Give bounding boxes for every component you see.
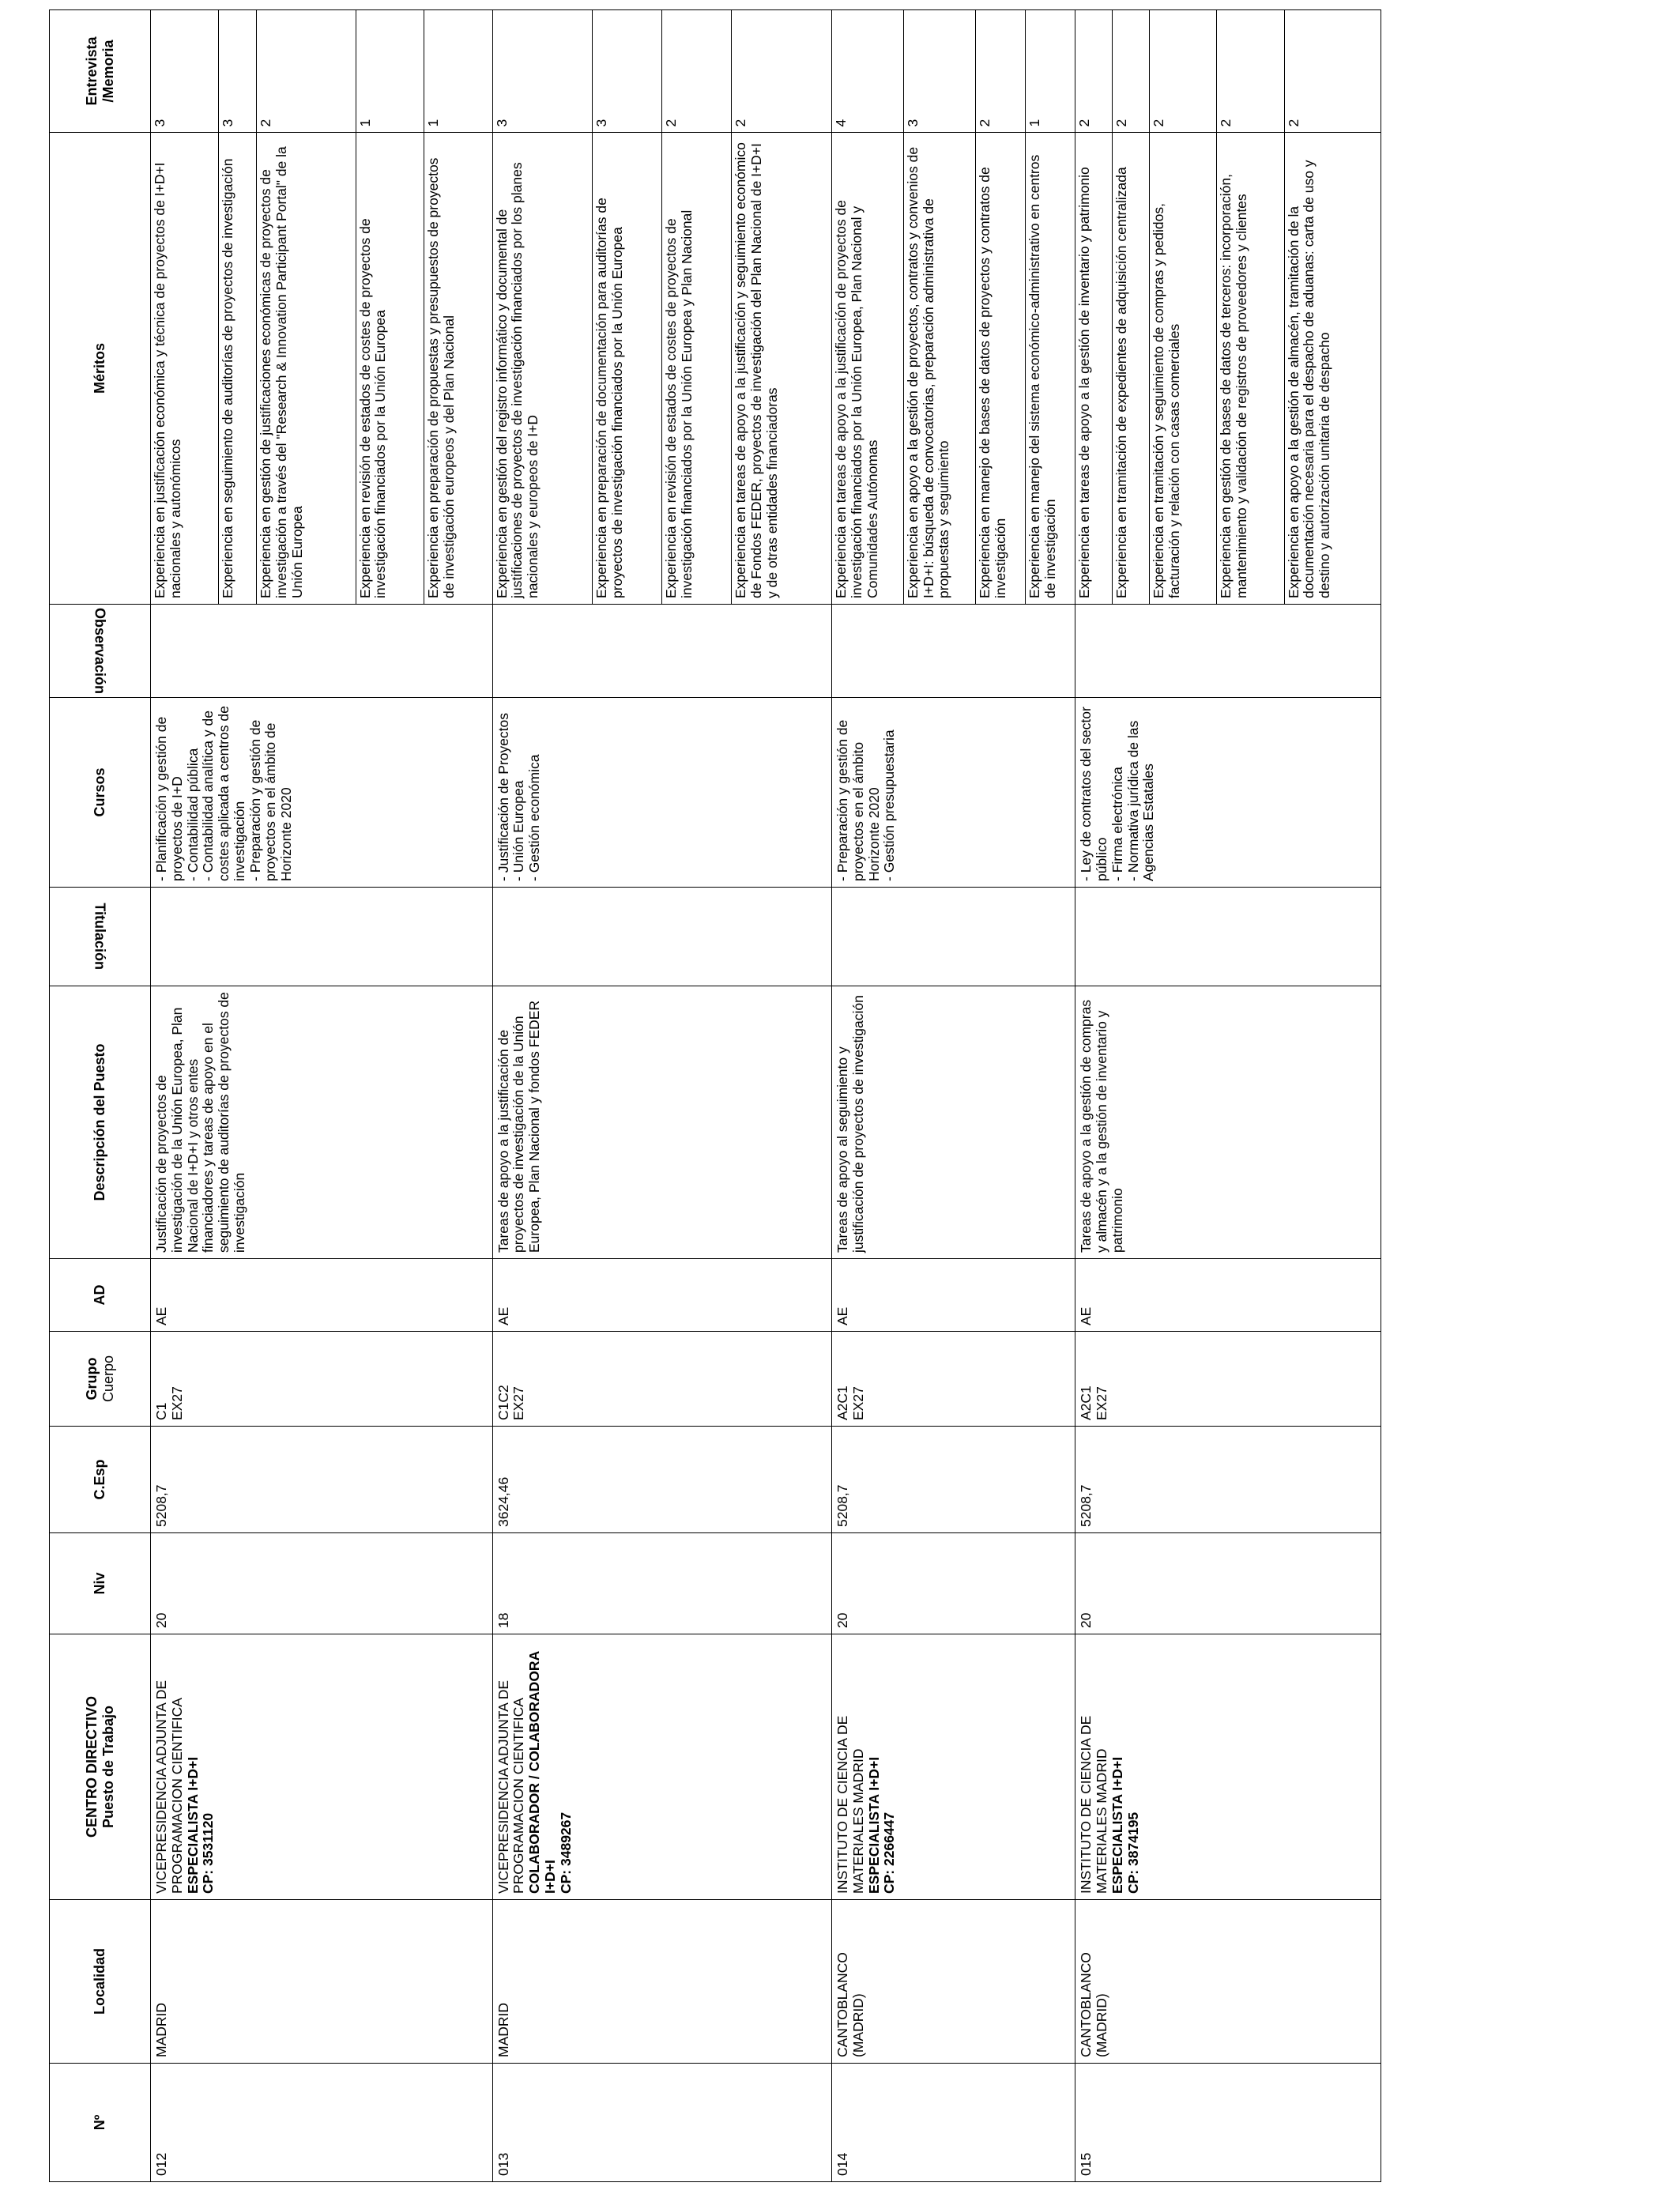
row-localidad-text: MADRID bbox=[153, 2002, 169, 2057]
row-grupo bbox=[1075, 1332, 1381, 1427]
row-descripcion bbox=[492, 986, 831, 1259]
merito-text: Experiencia en preparación de documentación para auditorías de proyectos de investigación financiados por la Unión Europea bbox=[593, 133, 662, 604]
row-niv-text: 20 bbox=[153, 1612, 169, 1628]
row-titulacion-text bbox=[832, 888, 838, 986]
row-num bbox=[151, 2064, 493, 2182]
row-num bbox=[1075, 2064, 1381, 2182]
row-num-text: 014 bbox=[834, 2152, 850, 2176]
row-entrevista-text bbox=[832, 0, 838, 9]
row-observacion bbox=[1075, 605, 1381, 698]
header-entrevista-line1: Entrevista bbox=[84, 36, 100, 106]
row-titulacion bbox=[151, 888, 493, 986]
row-observacion-text bbox=[493, 605, 499, 697]
merito-points: 2 bbox=[976, 10, 1026, 133]
row-grupo-text: C1C2 bbox=[495, 1385, 511, 1420]
row-cursos-list bbox=[832, 698, 901, 887]
row-centro bbox=[1075, 1634, 1381, 1900]
row-cuerpo-text: EX27 bbox=[168, 1386, 185, 1420]
header-meritos: Méritos bbox=[50, 133, 151, 605]
header-cuerpo-label: Cuerpo bbox=[100, 1355, 116, 1403]
row-centro-text: VICEPRESIDENCIA ADJUNTA DE PROGRAMACION CIENTIFICA bbox=[495, 1679, 527, 1894]
row-num-text: 013 bbox=[495, 2152, 511, 2176]
row-puesto-text: ESPECIALISTA I+D+I bbox=[865, 1756, 882, 1894]
merito-row bbox=[257, 10, 356, 604]
row-observacion bbox=[831, 605, 1075, 698]
row-cesp-text: 5208,7 bbox=[834, 1484, 850, 1527]
course-item: - Preparación y gestión de proyectos en el ámbito Horizonte 2020 bbox=[834, 719, 882, 881]
merito-text: Experiencia en apoyo a la gestión de almacén, tramitación de la documentación necesaria para el despacho de aduanas: carta de uso y destino y autorización unitaria de despacho bbox=[1285, 160, 1333, 598]
header-centro-line2: Puesto de Trabajo bbox=[100, 1705, 116, 1829]
merito-points: 1 bbox=[424, 10, 492, 133]
merito-row bbox=[1284, 10, 1381, 604]
row-titulacion bbox=[1075, 888, 1381, 986]
merito-text: Experiencia en revisión de estados de costes de proyectos de investigación financiados por la Unión Europea y Plan Nacional bbox=[662, 133, 732, 604]
row-centro bbox=[831, 1634, 1075, 1900]
row-cursos-list bbox=[1075, 698, 1160, 887]
course-item: - Gestión presupuestaria bbox=[881, 729, 898, 881]
row-cursos bbox=[1075, 698, 1381, 888]
header-localidad: Localidad bbox=[50, 1900, 151, 2064]
meritos-table bbox=[151, 10, 492, 604]
merito-text: Experiencia en apoyo a la gestión de proyectos, contratos y convenios de I+D+I: búsqueda de convocatorias, preparación administrativa de propuestas y seguimiento bbox=[903, 133, 975, 604]
row-ad bbox=[1075, 1259, 1381, 1332]
merito-points: 2 bbox=[1284, 10, 1381, 133]
merito-text: Experiencia en gestión de justificaciones económicas de proyectos de investigación a través del "Research & Innovation Participant Portal" de la Unión Europea bbox=[257, 133, 356, 604]
row-cursos bbox=[492, 698, 831, 888]
merito-row bbox=[832, 10, 903, 604]
row-cesp bbox=[151, 1427, 493, 1533]
row-descripcion-text: Tareas de apoyo al seguimiento y justificación de proyectos de investigación bbox=[834, 995, 866, 1253]
table-row bbox=[831, 10, 1075, 2182]
row-localidad bbox=[492, 1900, 831, 2064]
row-observacion-text bbox=[832, 605, 838, 697]
merito-text: Experiencia en tramitación y seguimiento de compras y pedidos, facturación y relación con casas comerciales bbox=[1150, 133, 1217, 604]
header-descripcion: Descripción del Puesto bbox=[50, 986, 151, 1259]
merito-points: 2 bbox=[1217, 10, 1284, 133]
row-meritos bbox=[1075, 10, 1381, 605]
row-titulacion-text bbox=[493, 888, 499, 986]
merito-text: Experiencia en gestión de bases de datos de terceros: incorporación, mantenimiento y validación de registros de proveedores y clientes bbox=[1217, 133, 1284, 604]
course-item: - Firma electrónica bbox=[1109, 767, 1125, 881]
row-localidad-text: MADRID bbox=[495, 2002, 511, 2057]
row-cursos bbox=[831, 698, 1075, 888]
row-niv-text: 20 bbox=[834, 1612, 850, 1628]
row-descripcion bbox=[1075, 986, 1381, 1259]
row-cp-text: CP: 3874195 bbox=[1124, 1811, 1141, 1894]
merito-row bbox=[219, 10, 257, 604]
merito-row bbox=[903, 10, 975, 604]
row-grupo bbox=[492, 1332, 831, 1427]
row-titulacion bbox=[492, 888, 831, 986]
row-puesto-text: COLABORADOR / COLABORADORA I+D+I bbox=[526, 1651, 558, 1894]
row-num-text: 015 bbox=[1078, 2152, 1094, 2176]
row-ad bbox=[492, 1259, 831, 1332]
header-entrevista bbox=[50, 10, 151, 133]
row-cesp bbox=[492, 1427, 831, 1533]
merito-text: Experiencia en tareas de apoyo a la justificación de proyectos de investigación financiados por la Unión Europea, Plan Nacional y Comunidades Autónomas bbox=[832, 133, 903, 604]
merito-points: 2 bbox=[662, 10, 732, 133]
meritos-table bbox=[1075, 10, 1381, 604]
row-num-text: 012 bbox=[153, 2152, 169, 2176]
header-ad: AD bbox=[50, 1259, 151, 1332]
row-ad bbox=[151, 1259, 493, 1332]
row-cuerpo-text: EX27 bbox=[510, 1386, 527, 1420]
row-centro-text: VICEPRESIDENCIA ADJUNTA DE PROGRAMACION CIENTIFICA bbox=[153, 1679, 185, 1894]
table-row bbox=[492, 10, 831, 2182]
row-observacion bbox=[492, 605, 831, 698]
row-ad-text: AE bbox=[153, 1306, 169, 1325]
row-titulacion bbox=[831, 888, 1075, 986]
header-num: Nº bbox=[50, 2064, 151, 2182]
merito-row bbox=[493, 10, 593, 604]
merito-points: 3 bbox=[593, 10, 662, 133]
row-grupo bbox=[151, 1332, 493, 1427]
header-grupo-label: Grupo bbox=[84, 1357, 100, 1400]
row-localidad bbox=[151, 1900, 493, 2064]
course-item: - Normativa jurídica de las Agencias Estatales bbox=[1124, 720, 1157, 881]
row-localidad bbox=[831, 1900, 1075, 2064]
row-cp-text: CP: 2266447 bbox=[881, 1811, 898, 1894]
row-centro bbox=[151, 1634, 493, 1900]
header-titulacion-text: Titulación bbox=[92, 903, 108, 971]
merito-points: 4 bbox=[832, 10, 903, 133]
header-cursos: Cursos bbox=[50, 698, 151, 888]
row-ad bbox=[831, 1259, 1075, 1332]
row-niv-text: 18 bbox=[495, 1612, 511, 1628]
row-cp-text: CP: 3531120 bbox=[200, 1812, 217, 1894]
row-centro-text: INSTITUTO DE CIENCIA DE MATERIALES MADRID bbox=[1078, 1715, 1109, 1894]
row-niv bbox=[831, 1533, 1075, 1634]
row-cesp bbox=[831, 1427, 1075, 1533]
merito-points: 2 bbox=[257, 10, 356, 133]
merito-row bbox=[1113, 10, 1150, 604]
row-cursos-list bbox=[151, 698, 298, 887]
row-ad-text: AE bbox=[1078, 1306, 1094, 1325]
merito-text: Experiencia en revisión de estados de costes de proyectos de investigación financiados por la Unión Europea bbox=[356, 133, 424, 604]
header-grupo bbox=[50, 1332, 151, 1427]
row-localidad-text: CANTOBLANCO (MADRID) bbox=[1078, 1952, 1109, 2057]
job-positions-table bbox=[49, 9, 1381, 2182]
row-meritos bbox=[151, 10, 493, 605]
row-puesto-text: ESPECIALISTA I+D+I bbox=[1109, 1756, 1125, 1894]
course-item: - Contabilidad analítica y de costes aplicada a centros de investigación bbox=[200, 706, 247, 881]
header-titulacion bbox=[50, 888, 151, 986]
row-num bbox=[492, 2064, 831, 2182]
row-num bbox=[831, 2064, 1075, 2182]
row-grupo bbox=[831, 1332, 1075, 1427]
row-descripcion bbox=[151, 986, 493, 1259]
row-cursos bbox=[151, 698, 493, 888]
table-row bbox=[1075, 10, 1381, 2182]
row-niv-text: 20 bbox=[1078, 1612, 1094, 1628]
merito-row bbox=[356, 10, 424, 604]
header-centro-line1: CENTRO DIRECTIVO bbox=[84, 1696, 100, 1838]
merito-points: 2 bbox=[1113, 10, 1150, 133]
header-centro bbox=[50, 1634, 151, 1900]
merito-text: Experiencia en gestión del registro informático y documental de justificaciones de proyectos de investigación financiados por los planes nacionales y europeos de I+D bbox=[493, 133, 593, 604]
row-cp-text: CP: 3489267 bbox=[557, 1811, 574, 1894]
merito-points: 3 bbox=[151, 10, 219, 133]
merito-text: Experiencia en seguimiento de auditorías de proyectos de investigación bbox=[219, 133, 257, 604]
row-puesto-text: ESPECIALISTA I+D+I bbox=[184, 1756, 201, 1894]
row-cesp-text: 5208,7 bbox=[153, 1484, 169, 1527]
header-entrevista-line2: /Memoria bbox=[100, 40, 116, 103]
row-observacion-text bbox=[151, 605, 157, 697]
row-titulacion-text bbox=[151, 888, 157, 986]
merito-row bbox=[1150, 10, 1217, 604]
row-cuerpo-text: EX27 bbox=[1094, 1386, 1109, 1420]
table-body bbox=[151, 10, 1381, 2182]
row-cursos-list bbox=[493, 698, 546, 887]
merito-text: Experiencia en manejo del sistema económico-administrativo en centros de investigación bbox=[1026, 154, 1059, 598]
row-entrevista-text bbox=[493, 0, 499, 9]
row-entrevista-text bbox=[1075, 0, 1082, 9]
row-centro-text: INSTITUTO DE CIENCIA DE MATERIALES MADRID bbox=[834, 1715, 866, 1894]
header-row bbox=[50, 10, 151, 2182]
merito-row bbox=[1026, 10, 1075, 604]
row-cesp-text: 5208,7 bbox=[1078, 1484, 1094, 1527]
row-observacion-text bbox=[1075, 605, 1082, 697]
merito-points: 2 bbox=[1150, 10, 1217, 133]
merito-points: 1 bbox=[356, 10, 424, 133]
row-meritos bbox=[831, 10, 1075, 605]
merito-row bbox=[662, 10, 732, 604]
row-descripcion-text: Tareas de apoyo a la justificación de proyectos de investigación de la Unión Europea, Plan Nacional y fondos FEDER bbox=[495, 1000, 543, 1253]
meritos-table bbox=[832, 10, 1075, 604]
row-grupo-text: C1 bbox=[153, 1402, 169, 1420]
merito-text: Experiencia en tareas de apoyo a la justificación y seguimiento económico de Fondos FEDER, proyectos de investigación del Plan Nacional de I+D+I y de otras entidades financiadoras bbox=[733, 142, 780, 598]
merito-points: 3 bbox=[903, 10, 975, 133]
merito-row bbox=[424, 10, 492, 604]
header-observacion bbox=[50, 605, 151, 698]
course-item: - Contabilidad pública bbox=[184, 748, 201, 881]
row-centro bbox=[492, 1634, 831, 1900]
row-niv bbox=[1075, 1533, 1381, 1634]
row-observacion bbox=[151, 605, 493, 698]
course-item: - Ley de contratos del sector público bbox=[1078, 707, 1109, 881]
row-localidad bbox=[1075, 1900, 1381, 2064]
row-ad-text: AE bbox=[495, 1306, 511, 1325]
row-grupo-text: A2C1 bbox=[1078, 1385, 1094, 1420]
row-localidad-text: CANTOBLANCO (MADRID) bbox=[834, 1952, 866, 2057]
merito-text: Experiencia en preparación de propuestas y presupuestos de proyectos de investigación europeos y del Plan Nacional bbox=[425, 157, 458, 598]
merito-points: 2 bbox=[732, 10, 831, 133]
table-row bbox=[151, 10, 493, 2182]
row-grupo-text: A2C1 bbox=[834, 1385, 850, 1420]
merito-points: 2 bbox=[1075, 10, 1112, 133]
row-cesp-text: 3624,46 bbox=[495, 1476, 511, 1527]
row-descripcion-text: Tareas de apoyo a la gestión de compras y almacén y a la gestión de inventario y patrimonio bbox=[1078, 999, 1125, 1253]
merito-text: Experiencia en justificación económica y técnica de proyectos de I+D+I nacionales y autonómicos bbox=[151, 133, 219, 604]
row-descripcion bbox=[831, 986, 1075, 1259]
row-titulacion-text bbox=[1075, 888, 1082, 986]
header-cesp: C.Esp bbox=[50, 1427, 151, 1533]
row-cuerpo-text: EX27 bbox=[849, 1386, 866, 1420]
meritos-table bbox=[493, 10, 831, 604]
row-niv bbox=[492, 1533, 831, 1634]
row-descripcion-text: Justificación de proyectos de investigación de la Unión Europea, Plan Nacional de I+D+I y otros entes financiadores y tareas de apoyo en el seguimiento de auditorías de proyectos de investigación bbox=[153, 992, 247, 1253]
merito-row bbox=[1217, 10, 1284, 604]
row-meritos bbox=[492, 10, 831, 605]
row-niv bbox=[151, 1533, 493, 1634]
merito-row bbox=[732, 10, 831, 604]
merito-row bbox=[1075, 10, 1112, 604]
merito-row bbox=[593, 10, 662, 604]
merito-row bbox=[976, 10, 1026, 604]
course-item: - Preparación y gestión de proyectos en el ámbito de Horizonte 2020 bbox=[247, 719, 295, 881]
row-cesp bbox=[1075, 1427, 1381, 1533]
course-item: - Unión Europea bbox=[510, 780, 527, 881]
merito-text: Experiencia en tareas de apoyo a la gestión de inventario y patrimonio bbox=[1075, 133, 1112, 604]
merito-points: 3 bbox=[219, 10, 257, 133]
rotated-page bbox=[49, 10, 1381, 2182]
merito-text: Experiencia en tramitación de expedientes de adquisición centralizada bbox=[1113, 133, 1150, 604]
header-observacion-text: Observación bbox=[92, 607, 108, 695]
row-ad-text: AE bbox=[834, 1306, 850, 1325]
merito-points: 3 bbox=[493, 10, 593, 133]
course-item: - Justificación de Proyectos bbox=[495, 712, 511, 881]
header-niv: Niv bbox=[50, 1533, 151, 1634]
row-entrevista-text bbox=[151, 0, 157, 9]
merito-text: Experiencia en manejo de bases de datos de proyectos y contratos de investigación bbox=[976, 133, 1026, 604]
course-item: - Gestión económica bbox=[526, 754, 543, 881]
merito-row bbox=[151, 10, 219, 604]
course-item: - Planificación y gestión de proyectos de I+D bbox=[153, 716, 185, 881]
merito-points: 1 bbox=[1026, 10, 1075, 133]
